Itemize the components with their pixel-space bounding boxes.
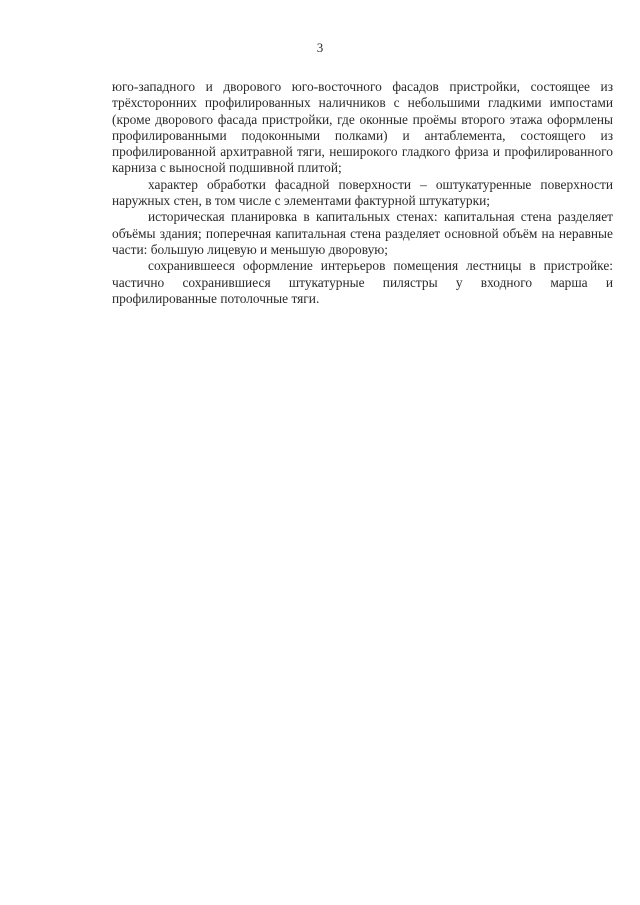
page-number: 3 <box>316 40 324 55</box>
paragraph-facade-decoration: юго-западного и дворового юго-восточного фасадов пристройки, состоящее из трёхсторонних профилированных наличников с небольшими гладкими импостами (кроме дворового фасада пристройки, где оконные проёмы второго этажа оформлены профилированными подоконными полками) и антаблемента, состоящего из профилированной архитравной тяги, неширокого гладкого фриза и профилированного карниза с выносной подшивной плитой; <box>112 79 613 176</box>
paragraph-facade-surface: характер обработки фасадной поверхности – оштукатуренные поверхности наружных стен, в том числе с элементами фактурной штукатурки; <box>112 176 613 209</box>
paragraph-historic-layout: историческая планировка в капитальных стенах: капитальная стена разделяет объёмы здания; поперечная капитальная стена разделяет основной объём на неравные части: большую лицевую и меньшую дворовую; <box>112 209 613 257</box>
paragraph-stair-interior: сохранившееся оформление интерьеров помещения лестницы в пристройке: частично сохранившиеся штукатурные пилястры у входного марша и профилированные потолочные тяги. <box>112 258 613 306</box>
document-body <box>112 79 613 307</box>
